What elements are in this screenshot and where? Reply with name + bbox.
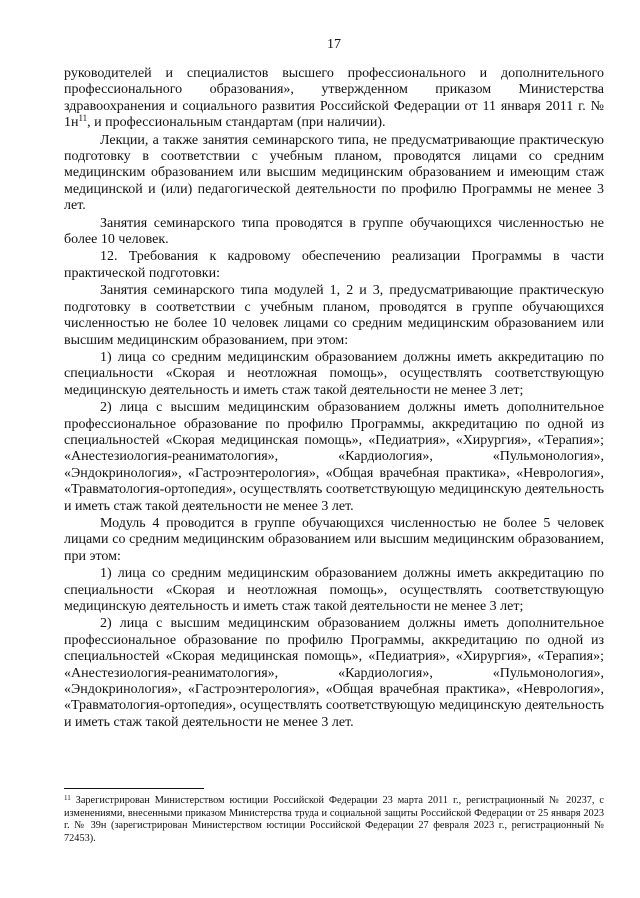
paragraph: Лекции, а также занятия семинарского типа, не предусматривающие практическую подготовку в соответствии с учебным планом, проводятся лицами со средним медицинским образованием или высшим медицинским образованием и имеющим стаж медицинской и (или) педагогической деятельности по профилю Программы не менее 3 лет. <box>64 132 604 214</box>
footnote-mark: 11 <box>64 794 71 802</box>
list-item: 1) лица со средним медицинским образованием должны иметь аккредитацию по специальности «Скорая и неотложная помощь», осуществлять соответствующую медицинскую деятельность и иметь стаж такой деятельности не менее 3 лет; <box>64 566 604 614</box>
footnote-reference: 11 <box>78 113 88 124</box>
page-number: 17 <box>327 37 341 52</box>
footnote: $^{11}$ Зарегистрирован Министерством юстиции Российской Федерации 23 марта 2011 г., регистрационный № 20237, с изменениями, внесенными приказом Министерства труда и социальной защиты Российской Федерации от 25 января 2023 г. № 39н (зарегистрирован Министерством юстиции Российской Федерации 27 февраля 2023 г., регистрационный № 72453). <box>64 794 604 844</box>
section-heading-paragraph: 12. Требования к кадровому обеспечению реализации Программы в части практической подготовки: <box>64 249 604 281</box>
paragraph: Занятия семинарского типа проводятся в группе обучающихся численностью не более 10 человек. <box>64 215 604 248</box>
footnote-divider <box>64 788 204 789</box>
list-item: 2) лица с высшим медицинским образованием должны иметь дополнительное профессиональное образование по профилю Программы, аккредитацию по одной из специальностей «Скорая медицинская помощь», «Педиатрия», «Хирургия», «Терапия»; «Анестезиология-реаниматология», «Кардиология», «Пульмонология», «Эндокринология», «Гастроэнтерология», «Общая врачебная практика», «Неврология», «Травматология-ортопедия», осуществлять соответствующую медицинскую деятельность и иметь стаж такой деятельности не менее 3 лет. <box>64 616 604 730</box>
paragraph: Модуль 4 проводится в группе обучающихся численностью не более 5 человек лицами со средним медицинским образованием или высшим медицинским образованием, при этом: <box>64 515 604 564</box>
body-text <box>64 66 604 731</box>
paragraph: руководителей и специалистов высшего профессионального и дополнительного профессионального образования», утвержденном приказом Министерства здравоохранения и социального развития Российской Федерации от 11 января 2011 г. № $1н^{11}$, и профессиональным стандартам (при наличии). <box>64 66 604 131</box>
list-item: 2) лица с высшим медицинским образованием должны иметь дополнительное профессиональное образование по профилю Программы, аккредитацию по одной из специальностей «Скорая медицинская помощь», «Педиатрия», «Хирургия», «Терапия»; «Анестезиология-реаниматология», «Кардиология», «Пульмонология», «Эндокринология», «Гастроэнтерология», «Общая врачебная практика», «Неврология», «Травматология-ортопедия», осуществлять соответствующую медицинскую деятельность и иметь стаж такой деятельности не менее 3 лет. <box>64 400 604 514</box>
footnote-area <box>64 788 604 845</box>
paragraph: Занятия семинарского типа модулей 1, 2 и 3, предусматривающие практическую подготовку в соответствии с учебным планом, проводятся в группе обучающихся численностью не более 10 человек лицами со средним медицинским образованием или высшим медицинским образованием, при этом: <box>64 283 604 348</box>
list-item: 1) лица со средним медицинским образованием должны иметь аккредитацию по специальности «Скорая и неотложная помощь», осуществлять соответствующую медицинскую деятельность и иметь стаж такой деятельности не менее 3 лет; <box>64 349 604 398</box>
